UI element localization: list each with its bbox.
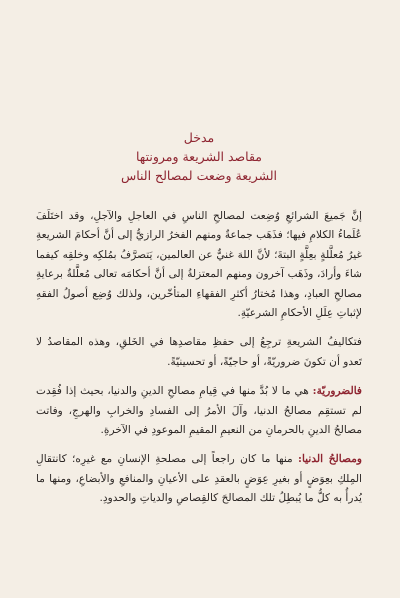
paragraph-text: هي ما لا بُدَّ منها في قِيامِ مصالحِ الدينِ والدنيا، بحيث إذا فُقِدت لم تستقِم مصالحُ الدنيا، وآلَ الأمرُ إلى الفسادِ والخرابِ والهرجِ، وفاتت مصالحُ الدينِ بالحرمانِ من النعيمِ المقيمِ الموعودِ في الآخرةِ. [36, 385, 362, 437]
paragraph [36, 450, 362, 508]
paragraph [36, 207, 362, 323]
term-label: ومصالحُ الدنيا: [298, 453, 362, 466]
paragraph [36, 382, 362, 440]
term-label: فالضروريّة: [312, 385, 362, 398]
heading-line-3: الشريعة وضعت لمصالح الناس [120, 168, 278, 183]
heading-line-2: مقاصد الشريعة ومرونتها [136, 149, 262, 164]
chapter-heading [36, 128, 362, 185]
paragraph [36, 333, 362, 372]
body-text [36, 207, 362, 509]
paragraph-text: منها ما كان راجعاً إلى مصلحةِ الإنسانِ مع غيرِه؛ كانتقالِ المِلكِ بعِوَضٍ أو بغيرِ عِوَضٍ بالعقدِ على الأعيانِ والمنافعِ والأبضاعِ، ومنها ما يُدرأُ به كلُّ ما يُبطِلُ تلك المصالحَ كالقِصاصِ والدياتِ والحدودِ. [36, 453, 362, 505]
paragraph-text: إنَّ جَميعَ الشرائعِ وُضِعت لمصالحِ الناسِ في العاجلِ والآجلِ، وقد اختَلَفَ عُلَماءُ الكلامِ فيها؛ فذَهَب جماعةٌ ومنهم الفخرُ الرازيُّ إلى أنَّ أحكامَ الشريعةِ غيرُ مُعلَّلةٍ بعِلَّةٍ البتةَ؛ لأنَّ اللهَ غنيٌّ عن العالمين، يَتصرَّفُ بمُلكِه وخلقِه كيفما شاءَ وأرادَ، وذَهَب آخرون ومنهم المعتزلةُ إلى أنَّ أحكامَه تعالى مُعلَّلةٌ برعايةِ مصالحِ العبادِ، وهذا مُختارُ أكثرِ الفقهاءِ المتأخّرين، ولذلك وُضِع أصولُ الفقهِ لإثباتِ عِلَلِ الأحكامِ الشرعيّةِ. [36, 210, 362, 320]
paragraph-text: فتكاليفُ الشريعةِ ترجِعُ إلى حفظِ مقاصدِها في الخَلقِ، وهذه المقاصدُ لا تَعدو أن تكونَ ضروريّةً، أو حاجيّةً، أو تحسينيّةً. [36, 336, 362, 368]
heading-line-1: مدخل [183, 130, 215, 145]
